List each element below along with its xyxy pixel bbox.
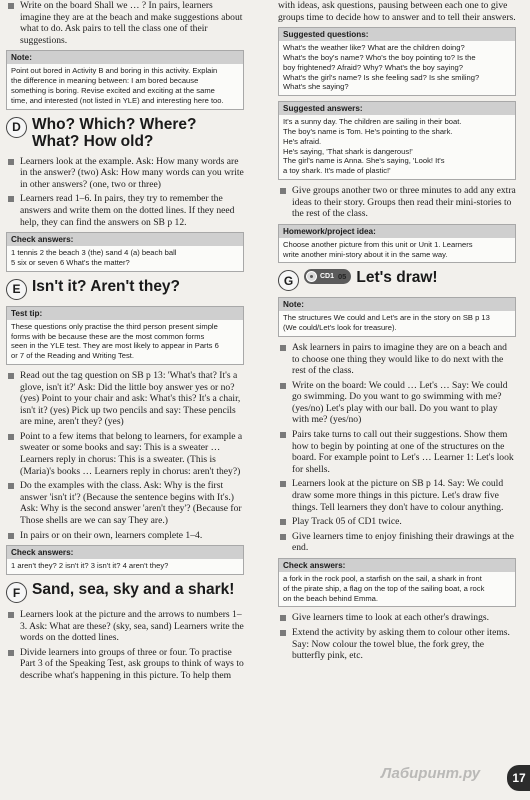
section-e-letter: E: [6, 279, 27, 300]
section-g-final-bullet: Extend the activity by asking them to colour other items. Say: Now colour the towel blue, the fork grey, the butterfly pink, etc.: [278, 627, 516, 662]
section-f-header: [6, 581, 244, 603]
section-g-bullet: Ask learners in pairs to imagine they are on a beach and to choose one thing they would like to do next with the rest of the class.: [278, 342, 516, 377]
test-tip-box: Test tip: These questions only practise the third person present simple forms with be because these are the most common forms seen in the YLE test. They are most likely to appear in Parts 6 or 7 of the Reading and Writing Test.: [6, 306, 244, 365]
cd-track-badge: CD1 05: [304, 269, 351, 284]
bullet-icon: [8, 533, 14, 539]
note-box-heading: Note:: [7, 51, 243, 64]
section-e-check-answers: Check answers: 1 aren't they? 2 isn't it? 3 isn't it? 4 aren't they?: [6, 545, 244, 575]
bullet-icon: [280, 615, 286, 621]
bullet-icon: [280, 519, 286, 525]
section-f-title: Sand, sea, sky and a shark!: [32, 581, 235, 599]
bullet-icon: [8, 3, 14, 9]
section-e-bullet: In pairs or on their own, learners complete 1–4.: [6, 530, 244, 542]
bullet-icon: [280, 432, 286, 438]
suggested-answers-box: Suggested answers: It's a sunny day. The children are sailing in their boat. The boy's name is Tom. He's pointing to the shark. He's afraid. He's saying, 'That shark is dangerous!' The girl's name is Anna. She's saying, 'Look! It's a toy shark. It's made of plastic!': [278, 101, 516, 180]
bullet-icon: [8, 650, 14, 656]
intro-paragraph: with ideas, ask questions, pausing between each one to give groups time to decide how to answer and to tell their answers.: [278, 0, 516, 23]
bullet-icon: [280, 481, 286, 487]
bullet-icon: [8, 196, 14, 202]
section-g-title: Let's draw!: [356, 269, 438, 287]
section-d-title: Who? Which? Where? What? How old?: [32, 115, 197, 150]
section-d-header: [6, 116, 244, 150]
section-g-letter: G: [278, 270, 299, 291]
section-f-bullet: Learners look at the picture and the arrows to numbers 1–3. Ask: What are these? (sky, sea, sand) Learners write the words on the dotted lines.: [6, 609, 244, 644]
bullet-icon: [280, 383, 286, 389]
section-d-check-answers: Check answers: 1 tennis 2 the beach 3 (the) sand 4 (a) beach ball 5 six or seven 6 What's the matter?: [6, 232, 244, 272]
bullet-icon: [280, 345, 286, 351]
section-g-bullet: Play Track 05 of CD1 twice.: [278, 516, 516, 528]
section-e-bullet: Read out the tag question on SB p 13: 'What's that? It's a glove, isn't it?' Ask: Did the little boy answer yes or no? (yes) Point to your chair and ask: What's this? It's a chair, isn't it? (yes) Pick up two pencils and say: These pencils are mine, aren't they? (yes): [6, 370, 244, 428]
bullet-icon: [8, 373, 14, 379]
section-g-final-bullet: Give learners time to look at each other's drawings.: [278, 612, 516, 624]
section-g-check-answers: Check answers: a fork in the rock pool, a starfish on the sail, a shark in front of the pirate ship, a flag on the top of the sailing boat, a rock on the beach behind Emma.: [278, 558, 516, 607]
suggested-questions-box: Suggested questions: What's the weather like? What are the children doing? What's the boy's name? Who's the boy pointing to? Is the boy frightened? Afraid? Why? What's the boy saying? What's the girl's name? Is she feeling sad? Is she smiling? What's she saying?: [278, 27, 516, 96]
section-d-bullet: Learners look at the example. Ask: How many words are in the answer? (two) Ask: How many words can you write in other answers? (one, two or three): [6, 156, 244, 191]
note-box-body: Point out bored in Activity B and boring in this activity. Explain the difference in meaning between: I am bored because something is boring. Revise excited and exciting at the same time, and interested (not listed in YLE) and interesting here too.: [11, 66, 224, 105]
bullet-icon: [8, 434, 14, 440]
page-number: 17: [507, 765, 530, 791]
bullet-icon: [280, 188, 286, 194]
section-g-bullet: Give learners time to enjoy finishing their drawings at the end.: [278, 531, 516, 554]
section-g-bullet: Pairs take turns to call out their suggestions. Show them how to begin by pointing at one of the structures on the board. For example point to Let's … Learner 1: Let's look for shells.: [278, 429, 516, 475]
bullet-icon: [280, 534, 286, 540]
section-e-title: Isn't it? Aren't they?: [32, 277, 181, 295]
note-box: [6, 50, 244, 109]
intro-bullet: Write on the board Shall we … ? In pairs, learners imagine they are at the beach and make suggestions about what to do. Ask pairs to tell the class one of their suggestions.: [6, 0, 244, 46]
cd-disc-icon: [306, 271, 317, 282]
section-d-bullet: Learners read 1–6. In pairs, they try to remember the answers and write them on the dotted lines. If they need help, they can find the answers on SB p 12.: [6, 193, 244, 228]
watermark: Лабиринт.ру: [381, 765, 481, 782]
section-f-letter: F: [6, 582, 27, 603]
section-f-bullet: Divide learners into groups of three or four. To practise Part 3 of the Speaking Test, ask groups to think of ways to describe what's happening in this picture. To help them: [6, 647, 244, 682]
bullet-icon: [8, 159, 14, 165]
section-e-header: [6, 278, 244, 300]
section-d-letter: D: [6, 117, 27, 138]
section-g-bullet: Learners look at the picture on SB p 14. Say: We could draw some more things in this picture. Let's draw five things. Tell learners they don't have to colour anything.: [278, 478, 516, 513]
left-column: [6, 0, 244, 685]
bullet-icon: [8, 612, 14, 618]
section-g-note-box: Note: The structures We could and Let's are in the story on SB p 13 (We could/Let's look for treasure).: [278, 297, 516, 337]
section-g-header: [278, 269, 516, 291]
section-e-bullet: Do the examples with the class. Ask: Why is the first answer 'isn't it'? (Because the sentence begins with It's.) Ask: Why is the second answer 'aren't they'? (Because for Those shells are we can say They are.): [6, 480, 244, 526]
groups-bullet: Give groups another two or three minutes to add any extra ideas to their story. Groups then read their mini-stories to the rest of the class.: [278, 185, 516, 220]
bullet-icon: [280, 630, 286, 636]
section-e-bullet: Point to a few items that belong to learners, for example a sweater or some books and say: This is a sweater … Learners reply in chorus: This is a sweater. (This is (Maria)'s books … Learners reply in chorus: aren't they?): [6, 431, 244, 477]
section-g-bullet: Write on the board: We could … Let's … Say: We could go swimming. Do you want to go swimming with me? (yes/no) Let's play with our ball. Do you want to play with me? (yes/no): [278, 380, 516, 426]
bullet-icon: [8, 483, 14, 489]
homework-box: Homework/project idea: Choose another picture from this unit or Unit 1. Learners write another mini-story about it in the same way.: [278, 224, 516, 264]
right-column: [278, 0, 516, 665]
